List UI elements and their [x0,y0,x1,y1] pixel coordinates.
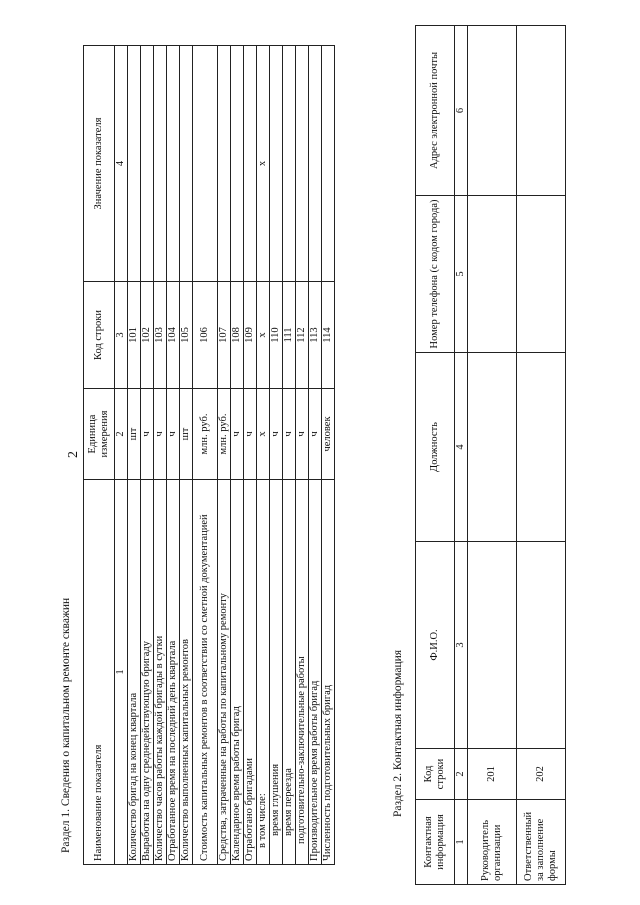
header-line-code: Код строки [416,749,455,800]
row-name: Численность подготовительных бригад [322,480,335,865]
page-number: 2 [66,451,81,458]
row-name: подготовительно-заключительные работы [296,480,309,865]
column-number: 5 [455,196,468,353]
row-value-cell[interactable] [167,46,180,282]
table-row [141,46,154,865]
row-unit: ч [231,389,244,480]
row-value-cell[interactable] [154,46,167,282]
row-code: 108 [231,282,244,389]
column-number: 4 [455,353,468,542]
table-row [283,46,296,865]
table-row [218,46,231,865]
row-code: 106 [193,282,218,389]
row-unit: ч [309,389,322,480]
row-name: Средства, затраченные на работы по капитальному ремонту [218,480,231,865]
row-value-cell[interactable] [283,46,296,282]
contact-code: 202 [517,749,566,800]
row-unit: шт [128,389,141,480]
row-name: Календарное время работы бригад [231,480,244,865]
row-code: 107 [218,282,231,389]
row-unit: ч [283,389,296,480]
column-number: 2 [455,749,468,800]
row-unit: млн. руб. [193,389,218,480]
row-code: 112 [296,282,309,389]
row-unit: шт [180,389,193,480]
row-code: 104 [167,282,180,389]
row-name: Стоимость капитальных ремонтов в соответствии со сметной документацией [193,480,218,865]
table-row [309,46,322,865]
row-code: 109 [244,282,257,389]
row-code: 105 [180,282,193,389]
table-row [154,46,167,865]
contact-email-cell[interactable] [517,26,566,196]
header-indicator-name: Наименование показателя [84,480,115,865]
column-number: 3 [455,542,468,749]
header-email: Адрес электронной почты [416,26,455,196]
row-value-cell[interactable] [296,46,309,282]
table-row [244,46,257,865]
row-name: Количество бригад на конец квартала [128,480,141,865]
row-code: х [257,282,270,389]
header-line-code: Код строки [84,282,115,389]
row-code: 114 [322,282,335,389]
row-code: 102 [141,282,154,389]
contact-email-cell[interactable] [468,26,517,196]
section-2-title: Раздел 2. Контактная информация [392,649,404,817]
row-value-cell[interactable] [244,46,257,282]
column-number: 1 [455,800,468,885]
column-number: 4 [115,46,128,282]
row-value-cell[interactable] [322,46,335,282]
section-2-table [415,25,566,885]
row-name: Выработка на одну среднедействующую бригаду [141,480,154,865]
table-row [257,46,270,865]
row-value-cell[interactable] [309,46,322,282]
contact-position-cell[interactable] [517,353,566,542]
header-indicator-value: Значение показателя [84,46,115,282]
row-code: 103 [154,282,167,389]
table-row [468,26,517,885]
row-value-cell[interactable] [193,46,218,282]
contact-code: 201 [468,749,517,800]
table-row [270,46,283,865]
row-name: Количество выполненных капитальных ремонтов [180,480,193,865]
section-1-title: Раздел 1. Сведения о капитальном ремонте скважин [60,597,72,853]
row-code: 113 [309,282,322,389]
row-value-cell[interactable] [270,46,283,282]
row-unit: ч [154,389,167,480]
header-unit: Единица измерения [84,389,115,480]
table-row [517,26,566,885]
row-unit: ч [141,389,154,480]
header-phone: Номер телефона (с кодом города) [416,196,455,353]
contact-phone-cell[interactable] [468,196,517,353]
section-1-table [83,45,335,865]
contact-position-cell[interactable] [468,353,517,542]
row-name: Производительное время работы бригад [309,480,322,865]
table-row [322,46,335,865]
table-row [231,46,244,865]
row-name: в том числе: [257,480,270,865]
table-row [296,46,309,865]
row-unit: ч [270,389,283,480]
row-value-cell[interactable] [180,46,193,282]
table-header-row [416,26,455,885]
contact-label: Ответственный за заполнение формы [517,800,566,885]
header-full-name: Ф.И.О. [416,542,455,749]
row-value-cell[interactable] [231,46,244,282]
column-number-row [115,46,128,865]
row-unit: ч [296,389,309,480]
table-row [167,46,180,865]
header-contact-info: Контактная информация [416,800,455,885]
contact-phone-cell[interactable] [517,196,566,353]
row-code: 110 [270,282,283,389]
row-unit: млн. руб. [218,389,231,480]
row-unit: х [257,389,270,480]
column-number: 2 [115,389,128,480]
contact-label: Руководитель организации [468,800,517,885]
row-value-cell[interactable] [218,46,231,282]
row-unit: человек [322,389,335,480]
row-name: Отработанное время на последний день квартала [167,480,180,865]
row-value-cell[interactable] [141,46,154,282]
column-number-row [455,26,468,885]
row-name: время глушения [270,480,283,865]
header-position: Должность [416,353,455,542]
row-name: Отработано бригадами [244,480,257,865]
row-name: время переезда [283,480,296,865]
table-row [193,46,218,865]
row-value-cell[interactable] [128,46,141,282]
column-number: 3 [115,282,128,389]
row-value-cell: х [257,46,270,282]
table-row [128,46,141,865]
row-code: 111 [283,282,296,389]
column-number: 6 [455,26,468,196]
table-row [180,46,193,865]
row-unit: ч [244,389,257,480]
contact-full-name-cell[interactable] [517,542,566,749]
row-code: 101 [128,282,141,389]
table-header-row [84,46,115,865]
column-number: 1 [115,480,128,865]
row-name: Количество часов работы каждой бригады в сутки [154,480,167,865]
contact-full-name-cell[interactable] [468,542,517,749]
row-unit: ч [167,389,180,480]
